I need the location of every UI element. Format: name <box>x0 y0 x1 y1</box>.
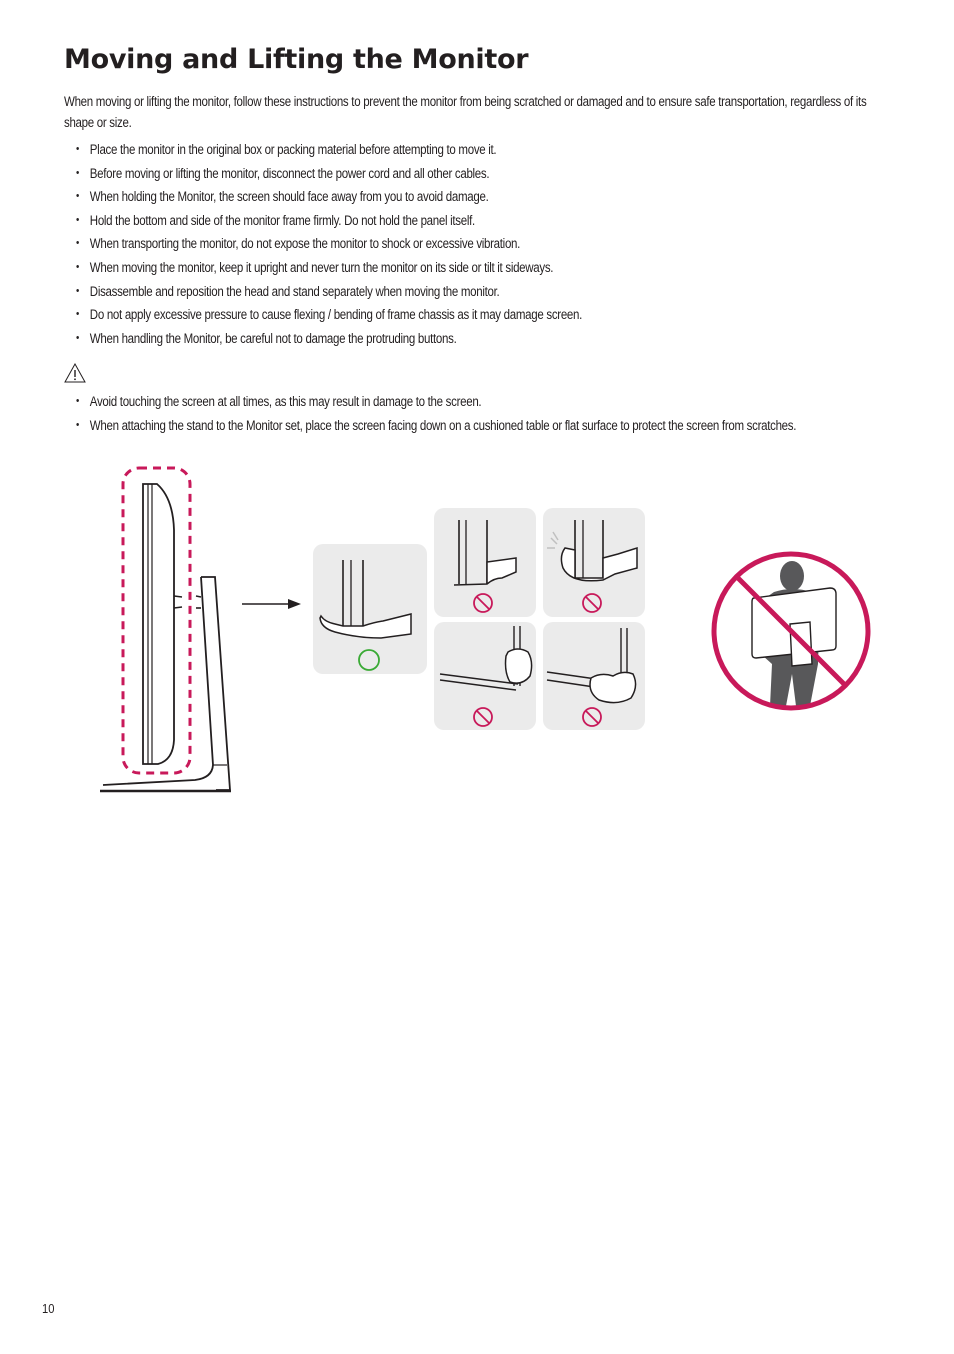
instruction-item: • Hold the bottom and side of the monitor frame firmly. Do not hold the panel itself. <box>64 209 582 233</box>
caution-list <box>64 390 796 437</box>
instruction-item: • Before moving or lifting the monitor, disconnect the power cord and all other cables. <box>64 162 582 186</box>
instruction-list <box>64 138 582 350</box>
wrong-grip-side-panel <box>543 622 645 730</box>
instruction-item: • When handling the Monitor, be careful not to damage the protruding buttons. <box>64 327 582 351</box>
prohibited-icon <box>581 592 603 614</box>
instruction-item: • Do not apply excessive pressure to cause flexing / bending of frame chassis as it may damage screen. <box>64 303 582 327</box>
instruction-item: • When moving the monitor, keep it upright and never turn the monitor on its side or tilt it sideways. <box>64 256 582 280</box>
arrow-right-icon <box>240 596 304 612</box>
prohibited-icon <box>472 592 494 614</box>
page-number: 10 <box>42 1301 55 1316</box>
correct-hold-panel <box>313 544 427 674</box>
warning-triangle-icon <box>64 363 86 383</box>
caution-item: • When attaching the stand to the Monitor set, place the screen facing down on a cushioned table or flat surface to protect the screen from scratches. <box>64 414 796 438</box>
prohibited-icon <box>581 706 603 728</box>
instruction-item: • When holding the Monitor, the screen should face away from you to avoid damage. <box>64 185 582 209</box>
wrong-hold-impact-panel <box>543 508 645 617</box>
caution-item: • Avoid touching the screen at all times, as this may result in damage to the screen. <box>64 390 796 414</box>
instruction-item: • When transporting the monitor, do not expose the monitor to shock or excessive vibration. <box>64 232 582 256</box>
intro-paragraph: When moving or lifting the monitor, follow these instructions to prevent the monitor from being scratched or damaged and to ensure safe transportation, regardless of its shape or size. <box>64 94 867 130</box>
instruction-item: • Disassemble and reposition the head and stand separately when moving the monitor. <box>64 280 582 304</box>
instruction-item: • Place the monitor in the original box or packing material before attempting to move it. <box>64 138 582 162</box>
wrong-hold-bottom-edge-panel <box>434 508 536 617</box>
prohibited-carry-illustration <box>706 546 876 716</box>
page-title: Moving and Lifting the Monitor <box>64 44 529 75</box>
wrong-grip-corner-panel <box>434 622 536 730</box>
ok-icon <box>357 648 381 672</box>
monitor-side-view-illustration <box>95 460 315 800</box>
prohibited-icon <box>472 706 494 728</box>
